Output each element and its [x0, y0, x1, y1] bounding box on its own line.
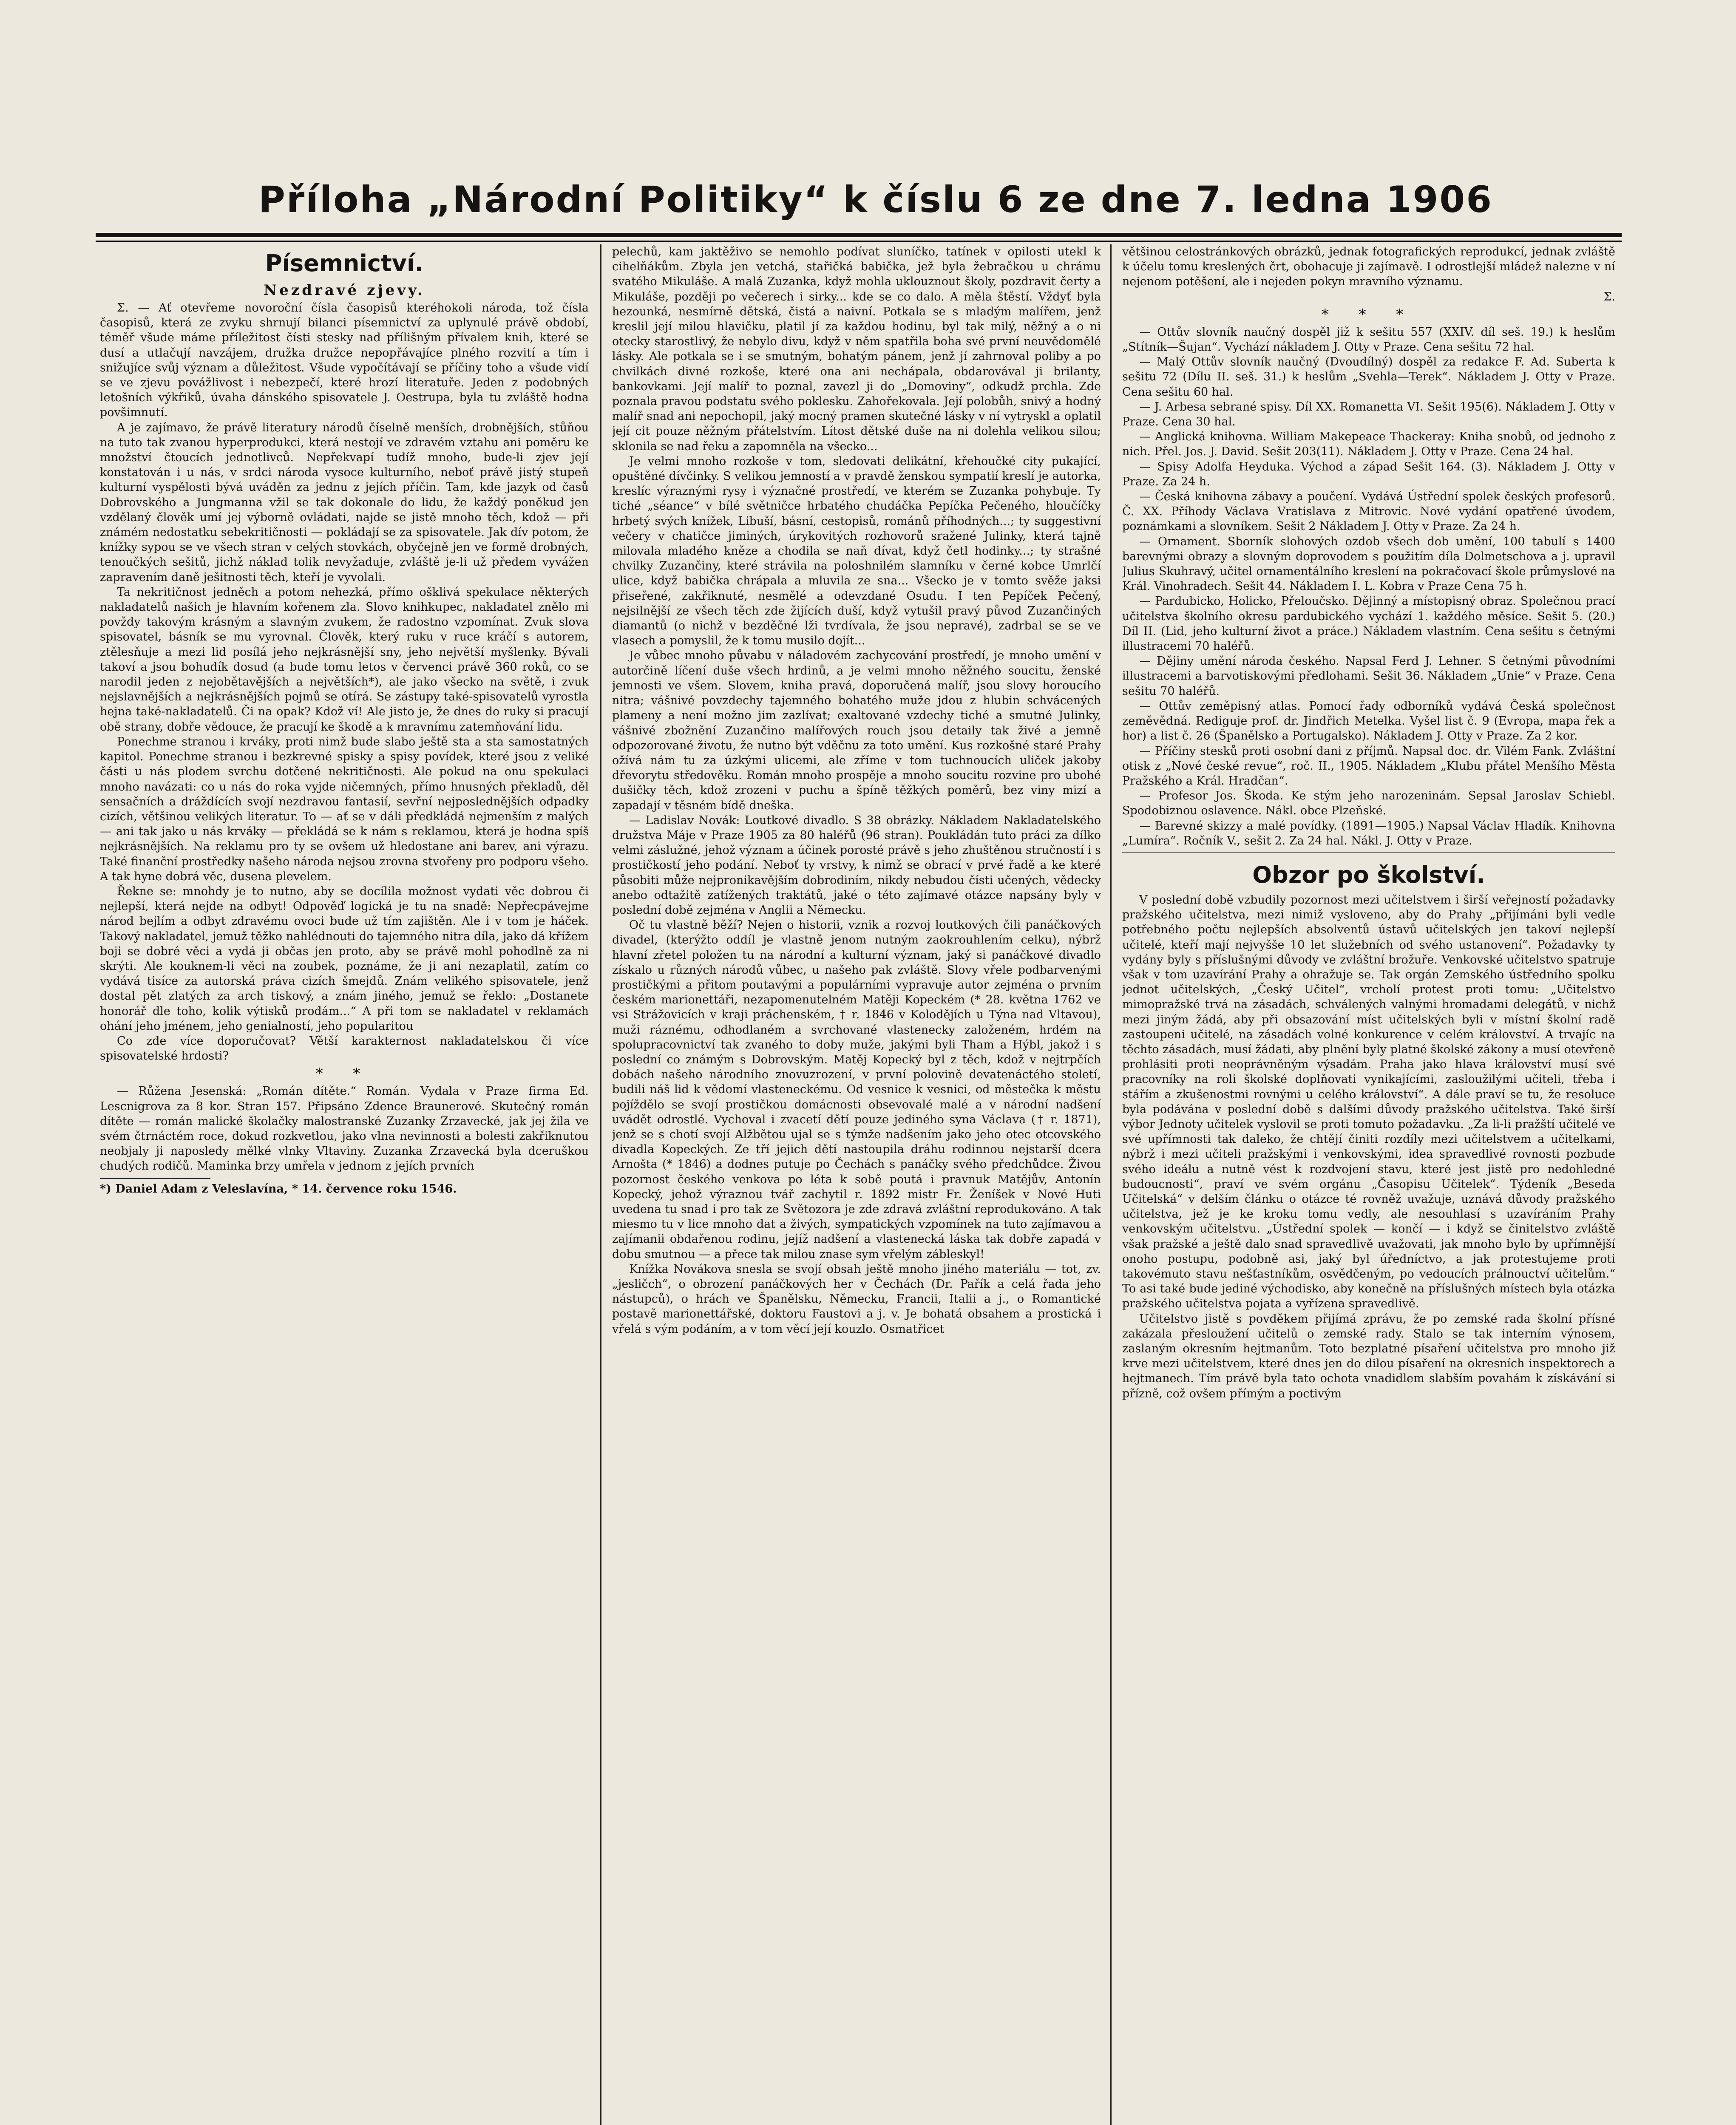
book-notice: — Malý Ottův slovník naučný (Dvoudílný) dospěl za redakce F. Ad. Suberta k sešitu 72 (Dílu II. seš. 31.) k heslům „Svehla—Terek“. Nákladem J. Otty v Praze. Cena sešitu 60 hal. — [1122, 355, 1615, 399]
review-paragraph: Oč tu vlastně běží? Nejen o historii, vznik a rozvoj loutkových čili panáčkových divadel, (kterýžto oddíl je vlastně jenom nutným zaokrouhlením celku), nýbrž hlavní zřetel položen tu na národní a kulturní význam, jaký si panáčkové divadlo získalo u různých národů vůbec, u našeho pak zvláště. Slovy vřele podbarvenými prostičkými a přitom poutavými a populárními vypravuje autor zejména o prvním českém marionettáři, nezapomenutelném Matěji Kopeckém (* 28. května 1762 ve vsi Strážovicích v kraji práchenském, † r. 1846 v Kolodějích u Týna nad Vltavou), muži ráznému, odhodlaném a svrchované vlastenecky založeném, hrdém na spolupracovnictví tak zvaného to doby muže, jakými byli Tham a Hýbl, jakož i s poslední co známým s Dobrovským. Matěj Kopecký byl z těch, kdož v nejtrpčích dobách našeho národního znovuzrození, v první polovině devatenáctého století, budili náš lid k vědomí vlasteneckému. Od vesnice k vesnici, od městečka k městu pojíždělo se svojí prostičkou domácnosti obsevovalé malé a v národní nadšení uvádět odrostlé. Vychoval i zvacetí dětí pouze jediného syna Václava († r. 1871), jenž se s chotí svojí Alžbětou ujal se s týmže nadšením jako jeho otec otcovského divadla Kopeckých. Ze tří jejich dětí nastoupila dráhu rodinnou nejstarší dcera Arnošta (* 1846) a dodnes putuje po Čechách s panáčky svého předchůdce. Živou pozornost českého venkova po léta k sobě poutá i pravnuk Matějův, Antonín Kopecký, jehož výraznou tvář zachytil r. 1892 mistr Fr. Ženíšek v Nové Huti uvedena tu snad i pro tak ze Světozora je zde zdravá zvláštní reprodukováno. A tak miesmo tu v lice mnoho dat a živých, sympatických vzpomínek na tuto zajímavou a zajímanii obdařenou rodinu, jejíž nadšení a vlastenecká láska tak dobře zapadá v dobu smutnou — a přece tak milou znase sym vřelým zábleskyl! — [612, 918, 1101, 1261]
review-paragraph: Je vůbec mnoho půvabu v náladovém zachycování prostředí, je mnoho umění v autorčině líčení duše všech hrdinů, a je velmi mnoho něžného soucitu, ženské jemnosti ve všem. Slovem, kniha pravá, doporučená malíř, jsou slovy horoucího nitra; vášnivé povzdechy tajemného bohatého muže jdou z hlubin schvácených plameny a není možno jim zazlívat; exaltované vzdechy tiché a smutné Julinky, vášnivé zbožnění Zuzančino malířových rouch jsou detaily tak živé a jemně odpozorované životu, že nutno být vděčnu za toto umění. Kus rozkošné staré Prahy ožívá nám tu za úzkými ulicemi, ale zříme v tom tuchnoucích uliček jakoby dřevorytu středověku. Román mnoho prospěje a mnoho soucitu rozvine pro ubohé dušičky těch, kdož zrozeni v puchu a špíně těžkých poměrů, bez viny mizí a zapadají v těsném bídě dneška. — [612, 649, 1101, 812]
article-paragraph: A je zajímavo, že právě literatury národů číselně menších, drobnějších, stůňou na tuto tak zvanou hyperprodukci, která nestojí ve zdravém vztahu ani poměru ke množství čtoucích jednotlivců. Nepřekvapí tudíž mnoho, bude-li zjev její konstatován i u nás, v srdci národa vysoce kulturního, neboť právě jistý stupeň kulturní vyspělosti bývá uváděn za jednu z jejích příčin. Tam, kde jazyk od časů Dobrovského a Jungmanna vžil se tak dokonale do lidu, že každý poněkud jen vzdělaný člověk umí jej výborně ovládati, najde se jistě mnoho těch, kdož — při známém nedostatku sebekritičnosti — pokládají se za spisovatele. Jak dív potom, že knížky sypou se ve všech stran v celých stovkách, obyčejně jen ve formě drobných, tenoučkých sešitů, jichž náklad tolik nevyžaduje, zvláště je-li už předem vyvážen zapravením daně ješitnosti těch, kteří je vyvolali. — [100, 421, 589, 584]
column-divider — [1110, 244, 1112, 2125]
review-paragraph: Je velmi mnoho rozkoše v tom, sledovati delikátní, křehoučké city pukající, opuštěné dívčinky. S velikou jemností a v pravdě ženskou sympatií kreslí je autorka, kreslíc výraznými rysy i význačné prostředí, ve kterém se Zuzanka pohybuje. Ty tiché „séance“ v bílé světničce hrbatého chudáčka Pepíčka Pečeného, hloučíčky hrbetý svých knížek, Libuší, básní, cestopisů, románů příhodných...; ty suggestivní večery v chatičce jiminých, úrykovitých rozhovorů sražené Julinky, která tajně milovala mladého kněze a chodila se naň dívat, když četl hodinky...; ty strašné chvilky Zuzančiny, které strávila na poloshnilém slamníku v černé kobce Umrlčí ulice, když babička chrápala a mluvila ze sna... Všecko je v tomto svěže jaksi přiseřené, zakřiknuté, nesmělé a odevzdané Osudu. I ten Pepíček Pečený, nejsilnější ze všech těch zde žijících duší, když vytušil pravý původ Zuzančiných diamantů (o nichž v bezděčné lži tvrdívala, že jsou nepravé), zadrbal se se ve vlasech a pomyslil, že k tomu musilo dojít... — [612, 454, 1101, 648]
review-paragraph: — Ladislav Novák: Loutkové divadlo. S 38 obrázky. Nákladem Nakladatelského družstva Máje v Praze 1905 za 80 haléřů (96 stran). Poukládán tuto práci za dílko velmi záslužné, jehož význam a účinek porosté právě s jeho zhuštěnou stručností i s prostičkostí jeho podání. Neboť ty vrstvy, k nimž se obrací v prvé řadě a ke které působiti může nejpronikavějším dobrodiním, nikdy nebudou čísti učených, vědecky anebo odtažitě zatížených traktátů, jaké o této zajímavé otázce napsány byly v poslední době zejména v Anglii a Německu. — [612, 813, 1101, 917]
article-paragraph: Řekne se: mnohdy je to nutno, aby se docílila možnost vydati věc dobrou či nejlepší, která nejde na odbyt! Odpověď logická je tu na snadě: Nepřecpávejme národ bejlím a odbyt zdravému ovoci bude už tím zajištěn. Ale i v tom je háček. Takový nakladatel, jemuž těžko nahlédnouti do tajemného nitra díla, jako dá křížem boji se dobré věci a vydá ji občas jen proto, aby se právě mohl pohodlně za ni skrýti. Ale kouknem-li věci na zoubek, poznáme, že ji ani nezaplatil, zatím co vydává tisíce za autorská práva cizích šmejdů. Znám velikého spisovatele, jenž dostal pět zlatých za arch tiskový, a znám jiného, jemuž se řeklo: „Dostanete honorář dle toho, kolik výtisků prodám...“ A při tom se nakladatel v reklamách ohání jeho jménem, jeho genialností, jeho popularitou — [100, 884, 589, 1033]
header-rule-thin — [96, 241, 1622, 242]
column-right — [1122, 244, 1615, 2125]
book-notice: — Ottův zeměpisný atlas. Pomocí řady odborníků vydává Česká společnost zeměvědná. Rediguje prof. dr. Jindřich Metelka. Vyšel list č. 9 (Evropa, mapa řek a hor) a list č. 26 (Španělsko a Portugalsko). Nákladem J. Otty v Praze. Za 2 kor. — [1122, 699, 1615, 743]
column-left — [100, 244, 589, 2125]
section-stars: * * * — [1321, 306, 1416, 323]
article-paragraph: Σ. — Ať otevřeme novoroční čísla časopisů kteréhokoli národa, tož čísla časopisů, která ze zvyku shrnují bilanci písemnictví za uplynulé právě období, téměř všude máme příležitost čísti stesky nad přílišným přívalem knih, které se dusí a utlačují navzájem, družka družce nepopřávajíce plného rozvití a tím i snižujíce svůj význam a důležitost. Všude vypočítávají se příčiny toho a všude vidí se ve zjevu povážlivost i nebezpečí, které hrozí literatuře. Jeden z podobných letošních výkřiků, úvaha dánského spisovatele J. Oestrupa, byla tu zvláště hodna povšimnutí. — [100, 301, 589, 419]
book-notice: — Anglická knihovna. William Makepeace Thackeray: Kniha snobů, od jednoho z nich. Přel. Jos. J. David. Sešit 203(11). Nákladem J. Otty v Praze. Cena 24 hal. — [1122, 430, 1615, 459]
book-notice: — J. Arbesa sebrané spisy. Díl XX. Romanetta VI. Sešit 195(6). Nákladem J. Otty v Praze. Cena 30 hal. — [1122, 400, 1615, 429]
article-paragraph: Učitelstvo jistě s povděkem přijímá zprávu, že po zemské rada školní přísné zakázala přesloužení učitelů o zemské rady. Stalo se tak interním výnosem, zaslaným okresním hejtmanům. Toto bezplatné písaření učitelstva pro mnoho již krve mezi učitelstvem, které dnes jen do dilou písaření na okresních inspektorech a hejtmanech. Tím právě byla tato ochota vnadidlem slabším povahám k získávání si přízně, což ovšem přímým a poctivým — [1122, 1312, 1615, 1400]
review-paragraph: — Růžena Jesenská: „Román dítěte.“ Román. Vydala v Praze firma Ed. Lescnigrova za 8 kor. Stran 157. Připsáno Zdence Braunerové. Skutečný román dítěte — román malické školačky malostranské Zuzanky Zrzavecké, jak jej žila ve svém čtrnáctém roce, dokud rozkvetlou, jako vlna nevinnosti a bolesti zakřiknutou neobjaly ji naposledy mělké vlnky Vltaviny. Zuzanka Zrzavecká byla dceruškou chudých rodičů. Maminka brzy umřela v jednom z jejích prvních — [100, 1085, 589, 1173]
review-paragraph: většinou celostránkových obrázků, jednak fotografických reprodukcí, jednak zvláště k účelu tomu kreslených črt, obohacuje ji zajímavě. I odrostlejší mládež nalezne v ní nejenom potěšení, ale i nejeden pokyn mravního významu. — [1122, 245, 1615, 289]
review-paragraph: pelechů, kam jaktěživo se nemohlo podívat sluníčko, tatínek v opilosti utekl k cihelňákům. Zbyla jen vetchá, stařičká babička, jež byla žebračkou u chrámu svatého Mikuláše. A malá Zuzanka, když mohla uklouznout školy, pozdravit čerty a Mikuláše, později po večerech i sirky... kde se co dalo. A měla štěstí. Vždyť byla hezounká, nesmírně dětská, čistá a naivní. Potkala se s mladým malířem, jenž kreslil její milou hlavičku, platil jí za každou hodinu, byl tak milý, něžný a o ni otecky starostlivý, že nebylo divu, když v něm spatřila boha své první neuvědomělé lásky. Ale potkala se i se smutným, bohatým pánem, jenž jí zahrnoval poliby a po chvilkách divné rozkoše, které ona ani nechápala, obdarovával ji brilanty, bankovkami. Její malíř to poznal, zavezl ji do „Domoviny“, odkudž prchla. Zde poznala pravou podstatu svého poklesku. Zahořekovala. Její polobůh, snivý a hodný malíř snad ani nepochopil, jaký mocný pramen skutečné lásky v ní vytryskl a oplatil její cit pouze něžným přátelstvím. Lítost dětské duše na ni dolehla velikou silou; sklonila se nad řeku a zapomněla na všecko... — [612, 245, 1101, 453]
author-sign: Σ. — [1603, 290, 1615, 303]
book-notice: — Profesor Jos. Škoda. Ke stým jeho narozeninám. Sepsal Jaroslav Schiebl. Spodobiznou oslavence. Nákl. obce Plzeňské. — [1122, 789, 1615, 818]
header-rule-thick — [96, 233, 1622, 237]
section-divider — [1122, 852, 1615, 890]
review-paragraph: Knížka Novákova snesla se svojí obsah ještě mnoho jiného materiálu — tot, zv. „jesličch“, o obrození panáčkových her v Čechách (Dr. Pařík a celá řada jeho nástupců), o hrách ve Španělsku, Německu, Francii, Italii a j., o Romantické postavě marionettářské, doktoru Faustovi a j. v. Je bohatá obsahem a prostická i vřelá s vým podáním, a v tom věcí její kouzlo. Osmatřicet — [612, 1262, 1101, 1336]
column-middle — [612, 244, 1101, 2125]
article-paragraph: V poslední době vzbudily pozornost mezi učitelstvem i širší veřejností požadavky pražského učitelstva, mezi nimiž vysloveno, aby do Prahy „přijímáni byli vedle potřebného počtu nejlepších absolventů ústavů učitelských jen takoví nejlepší učitelé, kteří mají nejvyšše 10 let služebních od svého ustanovení“. Požadavky ty vydány byly s příslušnými důvody ve zvláštní brožuře. Venkovské učitelstvo spatruje však v tom uzavírání Prahy a ohražuje se. Tak orgán Zemského ústředního spolku jednot učitelských, „Český Učitel“, vrcholí protest proti tomu: „Učitelstvo mimopražské trvá na zásadách, schválených valnými hromadami delegátů, v nichž mezi jiným žádá, aby při obsazování míst učitelských byli v místní školní radě zastoupeni učitelé, na zásadách volné konkurence v celém království. A trvajíc na těchto zásadách, musí žádati, aby plnění byly platné školské zákony a musí otevřeně prohlásiti proti neoprávněným výsadám. Praha jako hlava království musí své pracovníky na roli školské doplňovati vynikajícími, zasloužilými učiteli, třeba i stářím a zkušenostmi rovnými u celého království“. A dále praví se tu, že resoluce byla podávána v poslední době s dalšími důvody pražského učitelstva. Také širší výbor Jednoty učitelek vyslovil se proti tomuto požadavku. „Za li-li pražští učitelé ve své upřímnosti tak daleko, že chtějí činiti rozdíly mezi učitelstvem a učitelkami, nýbrž i mezi učiteli pražskými i venkovskými, idea spravedlivé rovnosti pozbude svého ideálu a nutně vést k rozdvojení stavu, které jest jistě pro nedohledné budoucnosti“, praví ve svém orgánu „Časopisu Učitelek“. Týdeník „Beseda Učitelská“ v delším článku o otázce té rovněž uvažuje, uznává důvody pražského učitelstva, jež je ke kroku tomu vedly, ale nesouhlasí s uzavíráním Prahy venkovským učitelstvu. „Ústřední spolek — končí — i když se činitelstvo zvláště však pražské a ještě dalo snad spravedlivě uvažovati, jak mnoho bylo by upřímnější onoho postupu, podobně asi, jaký byl úředníctvo, a jak protestujeme proti takovémuto stavu nešťastníkům, osvědčeným, po vedoucích prálnouctví učitelům.“ To asi také bude jediné východisko, aby konečně na příslušných místech byla otázka pražského učitelstva pojata a vyřízena spravedlivě. — [1122, 893, 1615, 1311]
article-paragraph: Ta nekritičnost jedněch a potom nehezká, přímo ošklivá spekulace některých nakladatelů našich je hlavním kořenem zla. Slovo knihkupec, nakladatel znělo mi povždy takovým krásným a slavným zvukem, že radostno vzpomínat. Zvuk slova spisovatel, básník se mu vyrovnal. Člověk, který ruku v ruce kráčí s autorem, ztělesňuje a mezi lid posílá jeho nejkrásnější sny, jeho největší myšlenky. Bývali takoví a jsou bohudík dosud (a bude tomu letos v červenci právě 360 roků, co se narodil jeden z nejobětavějších a největších*), ale jako všecko na světě, i zvuk nejslavnějších a nejkrásnějších pojmů se otírá. Se zástupy také-spisovatelů vyrostla hejna také-nakladatelů. Či na opak? Kdož ví! Ale jisto je, že dnes do ruky si pracují obě strany, dobře vědouce, že pracují ke škodě a k mravnímu zatemňování lidu. — [100, 585, 589, 734]
book-notice: — Dějiny umění národa českého. Napsal Ferd J. Lehner. S četnými původními illustracemi a barvotiskovými předlohami. Sešit 36. Nákladem „Unie“ v Praze. Cena sešitu 70 haléřů. — [1122, 654, 1615, 698]
section-title: Obzor po školství. — [1252, 861, 1485, 888]
footnote-rule — [100, 1178, 210, 1179]
book-notice: — Barevné skizzy a malé povídky. (1891—1905.) Napsal Václav Hladík. Knihovna „Lumíra“. Ročník V., sešit 2. Za 24 hal. Nákl. J. Otty v Praze. — [1122, 819, 1615, 847]
section-stars: * * — [315, 1065, 373, 1082]
book-notice: — Ornament. Sborník slohových ozdob všech dob umění, 100 tabulí s 1400 barevnými obrazy a slovným doprovodem s použitím díla Dolmetschova a j. upravil Julius Skuhravý, učitel ornamentálního kreslení na pokračovací škole průmyslové na Král. Vinohradech. Sešit 44. Nákladem I. L. Kobra v Praze Cena 75 h. — [1122, 535, 1615, 593]
book-notice: — Česká knihovna zábavy a poučení. Vydává Ústřední spolek českých profesorů. Č. XX. Příhody Václava Vratislava z Mitrovic. Nové vydání opatřené úvodem, poznámkami a slovníkem. Sešit 2 Nákladem J. Otty v Praze. Za 24 h. — [1122, 490, 1615, 533]
article-paragraph: Ponechme stranou i krváky, proti nimž bude slabo ještě sta a sta samostatných kapitol. Ponechme stranou i bezkrevné spisky a spisy povídek, které jsou z veliké části u nás plodem svrchu dotčené nekritičnosti. Ale pokud na onu spekulaci mnoho navázati: co u nás do roka vyjde ničemných, přímo hnusných překladů, děl sensačních a dráždících svojí nezdravou fantasií, sevřní nejposlednějších odpadky cizích, většinou velikých literatur. To — ať se v dáli předkládá nejmenším z malých — ani tak jako u nás krváky — překládá se k nám s reklamou, která je hodna spíš nejkrásnějších. Na reklamu pro ty se ovšem už hledostane ani barev, ani výrazu. Také finanční prostředky našeho národa nejsou zrovna stvořeny pro podporu všeho. A tak hyne dobrá věc, dusena plevelem. — [100, 735, 589, 883]
article-title: Nezdravé zjevy. — [264, 282, 425, 299]
book-notice: — Ottův slovník naučný dospěl již k sešitu 557 (XXIV. díl seš. 19.) k heslům „Stítník—Šujan“. Vychází nákladem J. Otty v Praze. Cena sešitu 72 hal. — [1122, 325, 1615, 354]
book-notice: — Příčiny stesků proti osobní dani z příjmů. Napsal doc. dr. Vilém Fank. Zvláštní otisk z „Nové české revue“, roč. II., 1905. Nákladem „Klubu přátel Menšího Města Pražského a Král. Hradčan“. — [1122, 744, 1615, 788]
book-notice: — Pardubicko, Holicko, Přeloučsko. Dějinný a místopisný obraz. Společnou prací učitelstva školního okresu pardubického vychází 1. každého měsíce. Sešit 5. (20.) Díl II. (Lid, jeho kulturní život a práce.) Nákladem vlastním. Cena sešitu s četnými illustracemi 70 haléřů. — [1122, 595, 1615, 653]
footnote: *) Daniel Adam z Veleslavína, * 14. července roku 1546. — [100, 1182, 457, 1196]
article-paragraph: Co zde více doporučovat? Větší karakternost nakladatelskou či více spisovatelské hrdosti? — [100, 1034, 589, 1063]
page-header-title: Příloha „Národní Politiky“ k číslu 6 ze dne 7. ledna 1906 — [258, 178, 1493, 221]
book-notice: — Spisy Adolfa Heyduka. Východ a západ Sešit 164. (3). Nákladem J. Otty v Praze. Za 24 h. — [1122, 460, 1615, 488]
column-divider — [600, 244, 601, 2125]
section-title: Písemnictví. — [265, 250, 424, 277]
